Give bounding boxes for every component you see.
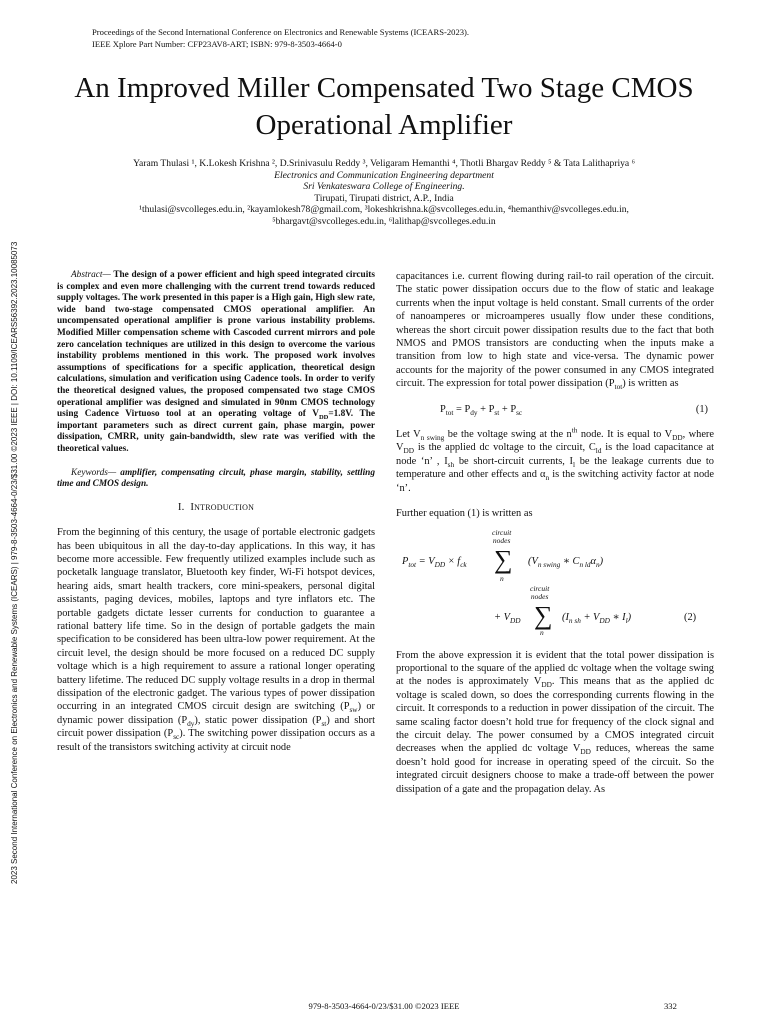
author-block bbox=[40, 158, 728, 228]
swing-e: is the applied dc voltage to the circuit, C bbox=[414, 442, 596, 454]
swing-d: , where V bbox=[396, 429, 715, 454]
eq2-top-label-2 bbox=[530, 585, 549, 601]
power-text-a: capacitances i.e. current flowing during rail-to rail operation of the circuit. The static power dissipation occurs due to the flow of static and leakage currents when the input voltage is held constant. Small currents of the order of nanoamperes or microamperes usually flow under these conditions, whereas the short circuit power dissipation results due to the fact that both NMOS and PMOS transistors are conducting when the inputs make a transition from low to high state and vice-versa. The dynamic power accounts for the majority of the power consumed in any CMOS integrated circuit. The expression for total power dissipation (P bbox=[396, 271, 714, 390]
swing-c: node. It is equal to V bbox=[577, 429, 673, 441]
intro-sub-sc: sc bbox=[173, 733, 180, 742]
page-number: 332 bbox=[664, 1001, 677, 1011]
author-college: Sri Venkateswara College of Engineering. bbox=[303, 181, 465, 193]
swing-i: is the switching activity factor at node ‘n’. bbox=[396, 469, 714, 494]
eq2-t2b: + V bbox=[580, 611, 600, 623]
intro-sub-dy: dy bbox=[187, 719, 195, 728]
eq2-t1-sub2: n ld bbox=[579, 560, 591, 569]
swing-sub1: n swing bbox=[420, 434, 445, 443]
eq2-sigma-2: ∑ bbox=[534, 600, 553, 630]
swing-sub2: DD bbox=[672, 434, 683, 443]
intro-text-c: ), static power dissipation (P bbox=[194, 714, 322, 726]
eq2-t2c: ∗ I bbox=[609, 611, 626, 623]
further-line: Further equation (1) is written as bbox=[396, 508, 533, 520]
eq2-top-label-1 bbox=[492, 529, 511, 545]
eq1-lhs-sub: tot bbox=[445, 408, 454, 417]
eq2-sigma-1: ∑ bbox=[494, 544, 513, 574]
footer-copyright: 979-8-3503-4664-0/23/$31.00 ©2023 IEEE bbox=[308, 1001, 460, 1011]
abstract-tail: =1.8V. The important parameters such as direct current gain, phase margin, power dissipation, CMRR, unity gain-bandwidth, slew rate was verified with the theoretical values. bbox=[57, 409, 375, 454]
eq2-mid-sub: DD bbox=[434, 560, 446, 569]
eq2-nodes-2: nodes bbox=[530, 591, 549, 601]
eq2-lhs-sub: tot bbox=[408, 560, 417, 569]
eq2-line-1 bbox=[402, 555, 467, 568]
eq2-t2-sub: n sh bbox=[568, 616, 581, 625]
eq2-t1d: ) bbox=[599, 555, 604, 567]
abstract-body: The design of a power efficient and high speed integrated circuits is complex and even more challenging with the current trend towards reduced supply voltages. The work presented in this paper is a High gain, High slew rate, wide band two-stage compensated CMOS operational amplifier. An uncompensated operational amplifier is prone various instability problems. Modified Miller compensation scheme with Cascoded current mirrors and pole zero cancelation techniques are utilized in this design to overcome the various instability problems mentioned in this work. The proposed work involves assumptions of specifications for a specific application, theoretical design calculations, simulation and verification using Cadence tools. In order to verify the theoretical designed values, the proposed compensated two stage CMOS operational amplifier was designed and simulated in 90nm CMOS technology using Cadence Virtuoso tool at an operating voltage of V bbox=[57, 270, 375, 420]
eq1-eq: = P bbox=[453, 403, 471, 415]
eq1-sub-sc: sc bbox=[516, 408, 523, 417]
keywords-lead: Keywords— bbox=[71, 467, 117, 478]
eq2-t2-sub2: DD bbox=[599, 616, 610, 625]
eq2-times: × f bbox=[445, 555, 461, 567]
keywords-body: amplifier, compensating circuit, phase margin, stability, settling time and CMOS design. bbox=[57, 467, 375, 490]
author-emails-2: ⁵bhargavt@svcolleges.edu.in, ⁶lalithap@svcolleges.edu.in bbox=[272, 215, 496, 227]
scaling-b: . This means that as the applied dc voltage is scaled down, so does the corresponding currents flowing in the circuit. It corresponds to a reduction in power dissipation of the circuit. The same scaling factor doesn’t hold true for frequency of the clock signal and the circuit delay. The power consumed by a CMOS integrated circuit decreases when the applied dc voltage V bbox=[396, 676, 714, 755]
swing-b: be the voltage swing at the n bbox=[444, 429, 572, 441]
intro-text-d: ) and short circuit power dissipation (P bbox=[57, 714, 375, 740]
eq2-t2a: (I bbox=[562, 611, 569, 623]
swing-sub5: sh bbox=[447, 460, 455, 469]
author-emails-1: ¹thulasi@svcolleges.edu.in, ²kayamlokesh78@gmail.com, ³lokeshkrishna.k@svcolleges.edu.in, ⁴hemanthiv@svcolleges.edu.in, bbox=[139, 204, 629, 216]
swing-h: be the leakage currents due to temperature and other effects and α bbox=[396, 455, 714, 481]
abstract-lead: Abstract— bbox=[71, 270, 111, 280]
swing-paragraph bbox=[396, 428, 714, 495]
intro-paragraph bbox=[57, 526, 375, 754]
proceedings-header bbox=[92, 26, 692, 50]
intro-text-e: ). The switching power dissipation occurs as a result of the transistors switching activity at circuit node bbox=[57, 728, 375, 753]
intro-sub-sw: sw bbox=[349, 706, 358, 715]
swing-g: be short-circuit currents, I bbox=[454, 455, 574, 467]
scaling-sub1: DD bbox=[541, 681, 552, 690]
intro-text-b: ) or dynamic power dissipation (P bbox=[57, 701, 375, 726]
eq2-mid: = V bbox=[416, 555, 435, 567]
eq2-t1c: α bbox=[590, 555, 597, 567]
title-line-1: An Improved Miller Compensated Two Stage CMOS bbox=[74, 72, 694, 104]
eq2-t2-sub3: l bbox=[625, 616, 628, 625]
eq2-nodes-1: nodes bbox=[492, 535, 511, 545]
side-doi-strip: 2023 Second International Conference on Electronics and Renewable Systems (ICEARS) | 979-8-3503-4664-0/23/$31.00 ©2023 IEEE | DOI: 10.1109/ICEARS56392.2023.10085073 bbox=[10, 241, 19, 884]
equation-2 bbox=[396, 527, 714, 639]
swing-sup: th bbox=[571, 426, 578, 435]
left-column bbox=[57, 270, 375, 754]
scaling-sub2: DD bbox=[580, 748, 591, 757]
eq1-sub-st: st bbox=[494, 408, 500, 417]
equation-1 bbox=[396, 403, 714, 416]
eq2-n-2: n bbox=[540, 627, 544, 637]
eq2-plus: + V bbox=[494, 611, 510, 623]
author-department: Electronics and Communication Engineering department bbox=[274, 169, 494, 181]
author-names: Yaram Thulasi ¹, K.Lokesh Krishna ², D.Srinivasulu Reddy ³, Veligaram Hemanthi ⁴, Thotli Bhargav Reddy ⁵ & Tata Lalithapriya ⁶ bbox=[133, 158, 635, 169]
eq2-term-2 bbox=[562, 611, 631, 624]
eq1-lhs: P bbox=[440, 403, 446, 415]
swing-sub7: n bbox=[545, 474, 550, 483]
scaling-a: From the above expression it is evident that the total power dissipation is proportional to the square of the applied dc voltage when the voltage swing at the nodes is approximately V bbox=[396, 649, 714, 688]
author-location: Tirupati, Tirupati district, A.P., India bbox=[314, 192, 454, 204]
eq1-sub-dy: dy bbox=[470, 408, 478, 417]
eq2-t1b: ∗ C bbox=[560, 555, 580, 567]
eq2-circuit-1: circuit bbox=[492, 527, 512, 537]
eq2-circuit-2: circuit bbox=[530, 583, 550, 593]
scaling-paragraph bbox=[396, 649, 714, 796]
proceedings-line: Proceedings of the Second International Conference on Electronics and Renewable Systems (ICEARS-2023). bbox=[92, 27, 470, 37]
equation-1-body bbox=[440, 403, 522, 416]
right-column bbox=[396, 270, 714, 796]
eq2-t1a: (V bbox=[528, 555, 538, 567]
eq2-lhs: P bbox=[402, 555, 409, 567]
intro-text-a: From the beginning of this century, the usage of portable electronic gadgets has been ubiquitous in all the day-to-day applications. In this way, it has become more accessible. Few frequently utilized examples include such as pocketalk language translator, Bluetooth key finder, Wi-Fi hotspot devices, hearing aids, smart health trackers, core mini-speakers, personal digital assistants, paging devices, mobiles, laptops and tyre inflators etc. The portable gadgets dictate lesser currents for conduction to guarantee a rational battery life time. So in the design of portable gadgets the main specification to be considered has been ultra-low power requirement. At the circuit level, the design should be more focused on a reduced DC supply voltage which is a high requirement to assure a rational longer operating battery lifetime. The reduced DC supply voltage results in a drop in thermal dissipation of the electronic gadget. The various types of power dissipation occurring in an integrated CMOS circuit design are switching (P bbox=[57, 527, 375, 713]
eq2-line-2 bbox=[494, 611, 520, 624]
section-number: I. bbox=[177, 500, 185, 513]
keywords bbox=[57, 468, 375, 491]
eq2-t1-sub: n swing bbox=[537, 560, 561, 569]
power-text-b: ) is written as bbox=[622, 378, 679, 390]
eq2-plus-sub: DD bbox=[509, 616, 521, 625]
title-line-2: Operational Amplifier bbox=[255, 109, 513, 141]
section-heading bbox=[57, 501, 375, 514]
swing-sub3: DD bbox=[403, 447, 415, 456]
power-paragraph bbox=[396, 270, 714, 391]
scaling-c: reduces, whereas the same doesn’t hold good for increase in operating speed of the circuit. So the integrated circuit designers choose to make a trade-off between the power dissipation of a gate and the propagation delay. As bbox=[396, 743, 714, 795]
equation-1-number: (1) bbox=[695, 403, 708, 415]
eq2-term-1 bbox=[528, 555, 603, 568]
isbn-line: IEEE Xplore Part Number: CFP23AV8-ART; ISBN: 979-8-3503-4664-0 bbox=[92, 39, 342, 49]
section-title: Introduction bbox=[190, 500, 255, 513]
eq1-plus-2: + P bbox=[499, 403, 517, 415]
eq2-n-1: n bbox=[500, 573, 504, 583]
abstract-vdd-sub: DD bbox=[318, 413, 329, 421]
eq1-plus-1: + P bbox=[477, 403, 495, 415]
eq2-t2d: ) bbox=[627, 611, 632, 623]
paper-title bbox=[40, 70, 728, 144]
eq2-times-sub: ck bbox=[460, 560, 467, 569]
swing-sub4: ld bbox=[595, 447, 602, 456]
swing-sub6: l bbox=[573, 460, 576, 469]
eq2-t1-sub3: n bbox=[596, 560, 600, 569]
swing-f: is the load capacitance at node ‘n’ , I bbox=[396, 442, 714, 467]
equation-2-number: (2) bbox=[684, 611, 697, 623]
swing-a: Let V bbox=[396, 429, 421, 441]
abstract bbox=[57, 270, 375, 456]
intro-sub-st: st bbox=[321, 719, 327, 728]
power-sub-tot: tot bbox=[614, 383, 623, 392]
